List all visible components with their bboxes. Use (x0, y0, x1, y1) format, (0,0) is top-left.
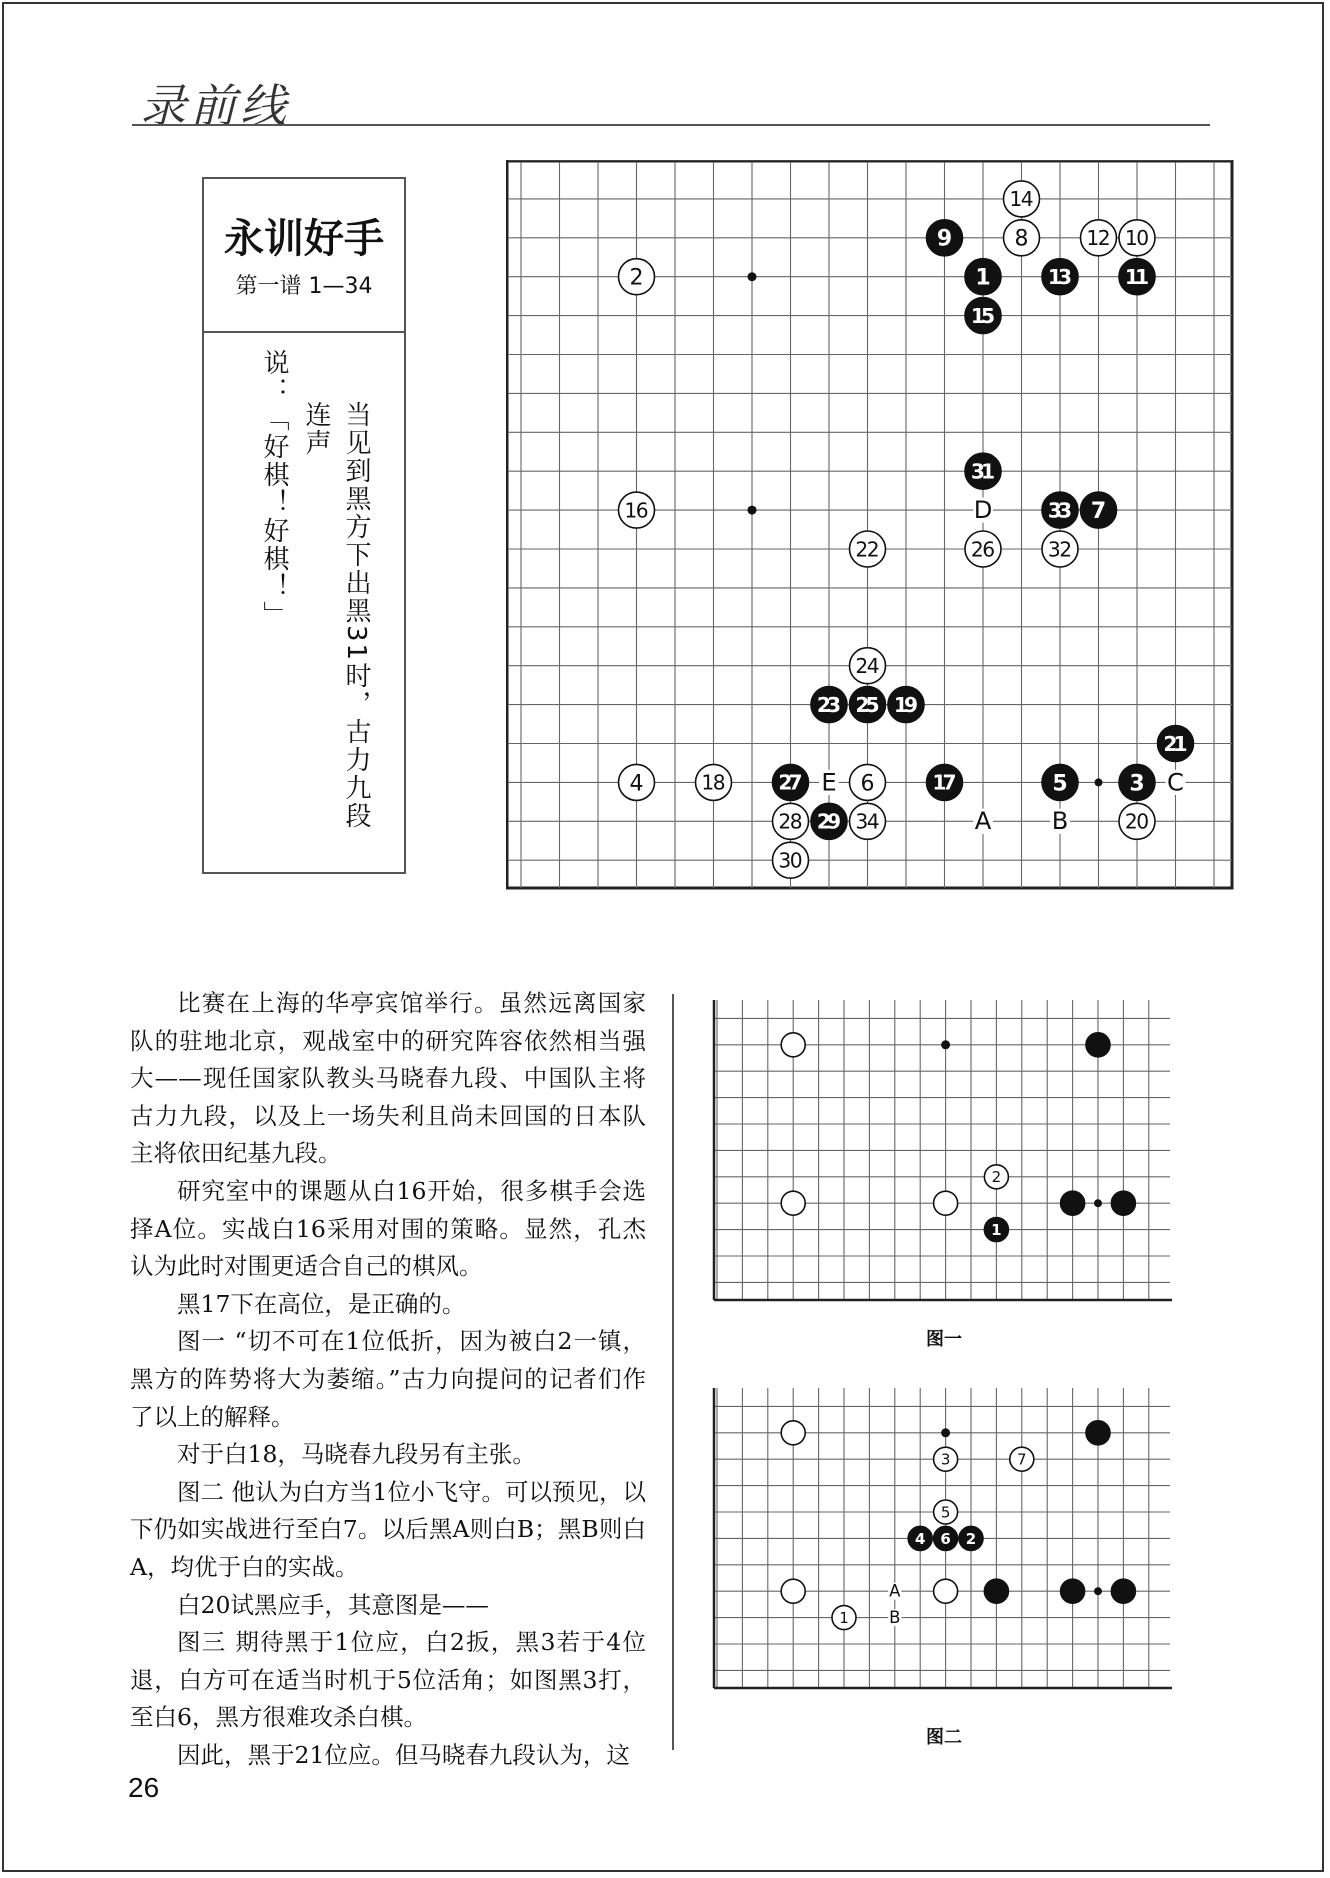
stone-number: 18 (701, 770, 726, 795)
stone-number: 4 (914, 1529, 926, 1548)
paragraph: 黑17下在高位，是正确的。 (177, 1289, 466, 1318)
small-dot (1094, 1587, 1102, 1595)
body-text (130, 985, 646, 1774)
white-stone (934, 1191, 958, 1215)
star-point (748, 272, 757, 281)
stone-number: 8 (1014, 226, 1029, 252)
main-go-board (506, 160, 1234, 890)
stone-number: 3 (1129, 771, 1145, 797)
stone-number: 29 (816, 809, 842, 834)
stone-number: 24 (855, 653, 880, 678)
small-dot (1094, 1199, 1102, 1207)
stone-number: 19 (893, 692, 919, 717)
black-stone (1061, 1579, 1085, 1603)
stone-number: 22 (855, 537, 880, 562)
stone-number: 9 (936, 226, 953, 252)
black-stone (984, 1579, 1008, 1603)
stone-number: 2 (991, 1168, 1002, 1187)
stone-number: 31 (970, 459, 996, 484)
board-mark-label: C (1167, 768, 1184, 797)
white-stone (781, 1033, 805, 1057)
stone-number: 23 (816, 692, 842, 717)
stone-number: 21 (1163, 731, 1188, 756)
comment-column-2: 说：「好棋！好棋！」 (259, 349, 289, 629)
stone-number: 34 (855, 809, 880, 834)
star-point (748, 506, 757, 515)
paragraph: 对于白18，马晓春九段另有主张。 (177, 1440, 536, 1469)
paragraph: 比赛在上海的华亭宾馆举行。虽然远离国家队的驻地北京，观战室中的研究阵容依然相当强大——现任国家队教头马晓春九段、中国队主将古力九段，以及上一场失利且尚未回国的日本队主将依田纪基九段。 (130, 989, 646, 1168)
game-title-box (202, 177, 406, 874)
board-mark-label: A (889, 1581, 901, 1601)
black-stone (1111, 1191, 1135, 1215)
black-stone (1086, 1033, 1110, 1057)
comment-column-1: 当见到黑方下出黑31时，古力九段连声 (301, 401, 371, 831)
stone-number: 14 (1009, 187, 1034, 212)
black-stone (1086, 1421, 1110, 1445)
stone-number: 32 (1047, 537, 1073, 562)
title-panel (204, 179, 404, 333)
board-mark-label: A (974, 807, 992, 836)
stone-number: 27 (778, 770, 803, 795)
stone-number: 4 (629, 771, 644, 797)
column-rule (672, 994, 674, 1750)
white-stone (934, 1579, 958, 1603)
white-stone (781, 1579, 805, 1603)
board-mark-label: B (889, 1608, 901, 1627)
stone-number: 33 (1047, 498, 1073, 523)
small-dot (1095, 778, 1103, 786)
stone-number: 1 (991, 1221, 1002, 1239)
board-mark-label: E (821, 768, 837, 797)
paragraph: 研究室中的课题从白16开始，很多棋手会选择A位。实战白16采用对围的策略。显然，孔杰认为此时对围更适合自己的棋风。 (130, 1176, 646, 1281)
stone-number: 20 (1124, 809, 1150, 834)
stone-number: 30 (778, 848, 803, 873)
diagram-two-board (712, 1386, 1174, 1692)
paragraph: 白20试黑应手，其意图是—— (177, 1590, 489, 1619)
stone-number: 25 (855, 692, 880, 717)
paragraph: 图三 期待黑于1位应，白2扳，黑3若于4位退，白方可在适当时机于5位活角；如图黑3打，至白6，黑方很难攻杀白棋。 (130, 1628, 646, 1732)
diagram-one-board (712, 998, 1174, 1304)
stone-number: 16 (624, 498, 649, 523)
stone-number: 5 (1052, 771, 1068, 797)
stone-number: 28 (778, 809, 803, 834)
stone-number: 10 (1124, 226, 1150, 251)
stone-number: 1 (975, 265, 991, 291)
stone-number: 13 (1047, 264, 1073, 289)
page-number: 26 (128, 1772, 160, 1803)
diagram-one-caption: 图一 (926, 1329, 962, 1350)
paragraph: 因此，黑于21位应。但马晓春九段认为，这 (177, 1740, 630, 1769)
game-title: 永训好手 (224, 216, 384, 262)
stone-number: 1 (839, 1609, 849, 1627)
stone-number: 6 (860, 771, 875, 797)
game-subtitle: 第一谱 1—34 (235, 274, 373, 299)
board-mark-label: D (973, 496, 993, 525)
running-title: 录前线 (140, 79, 290, 133)
stone-number: 7 (1090, 499, 1107, 525)
paragraph: 图一 “切不可在1位低折，因为被白2一镇，黑方的阵势将大为萎缩。”古力向提问的记者们作了以上的解释。 (130, 1327, 646, 1431)
stone-number: 3 (940, 1450, 951, 1469)
stone-number: 12 (1086, 226, 1111, 251)
stone-number: 7 (1017, 1450, 1027, 1469)
stone-number: 5 (940, 1503, 951, 1522)
star-point (941, 1428, 950, 1437)
white-stone (781, 1421, 805, 1445)
paragraph: 图二 他认为白方当1位小飞守。可以预见，以下仍如实战进行至白7。以后黑A则白B；黑B则白A，均优于白的实战。 (130, 1477, 646, 1581)
header-rule (132, 124, 1210, 126)
stone-number: 2 (965, 1529, 977, 1548)
white-stone (781, 1191, 805, 1215)
black-stone (1061, 1191, 1085, 1215)
stone-number: 6 (940, 1529, 951, 1548)
board-mark-label: B (1051, 807, 1069, 836)
stone-number: 2 (629, 265, 644, 291)
stone-number: 26 (970, 537, 996, 562)
diagram-two-caption: 图二 (926, 1727, 962, 1748)
stone-number: 15 (970, 303, 996, 328)
stone-number: 17 (932, 770, 957, 795)
star-point (941, 1040, 950, 1049)
stone-number: 11 (1124, 264, 1150, 289)
black-stone (1111, 1579, 1135, 1603)
